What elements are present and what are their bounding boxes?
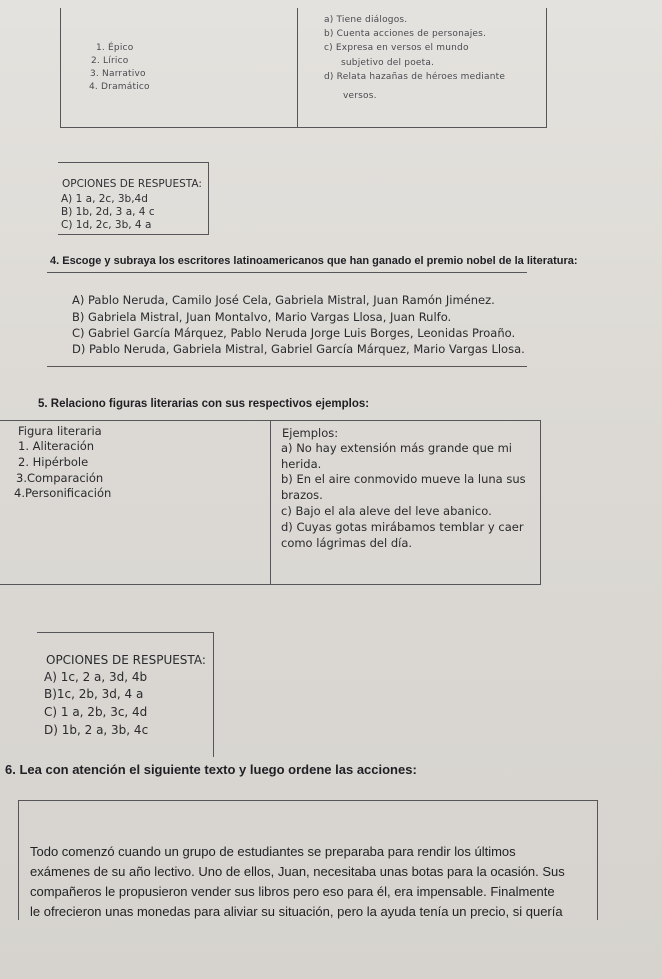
answer-option: C) 1d, 2c, 3b, 4 a (61, 219, 152, 231)
reading-box (18, 800, 598, 920)
genres-table (60, 8, 547, 128)
options-heading: OPCIONES DE RESPUESTA: (46, 653, 206, 667)
answer-option: C) 1 a, 2b, 3c, 4d (44, 705, 148, 719)
example-item: herida. (281, 457, 322, 471)
question-4: 4. Escoge y subraya los escritores latinoamericanos que han ganado el premio nobel de la literatura: (50, 255, 578, 267)
figures-header: Figura literaria (18, 424, 102, 438)
figures-table-divider (270, 420, 271, 585)
nobel-option-b: B) Gabriela Mistral, Juan Montalvo, Mario Vargas Llosa, Juan Rulfo. (72, 310, 452, 324)
genres-table-divider (297, 8, 298, 128)
genre-description: d) Relata hazañas de héroes mediante (324, 72, 506, 82)
reading-line: compañeros le propusieron vender sus libros pero eso para él, era impensable. Finalmente (30, 884, 555, 899)
nobel-option-d: D) Pablo Neruda, Gabriela Mistral, Gabriel García Márquez, Mario Vargas Llosa. (72, 342, 525, 356)
example-item: b) En el aire conmovido mueve la luna sus (281, 472, 526, 486)
example-item: brazos. (281, 488, 323, 502)
genre-item: 3. Narrativo (90, 69, 146, 79)
genre-description: a) Tiene diálogos. (324, 15, 408, 25)
figure-item: 1. Aliteración (18, 439, 95, 453)
answer-option: B) 1b, 2d, 3 a, 4 c (61, 206, 155, 218)
example-item: como lágrimas del día. (281, 536, 413, 550)
answer-option: A) 1 a, 2c, 3b,4d (61, 193, 148, 205)
genre-description: c) Expresa en versos el mundo (324, 43, 469, 53)
examples-header: Ejemplos: (282, 426, 339, 440)
example-item: a) No hay extensión más grande que mi (281, 441, 513, 455)
genre-item: 2. Lírico (91, 56, 129, 66)
reading-line: le ofrecieron unas monedas para aliviar su situación, pero la ayuda tenía un precio, si quería (30, 904, 563, 919)
reading-line: exámenes de su año lectivo. Uno de ellos, Juan, necesitaba unas botas para la ocasión. Sus (30, 864, 565, 879)
genre-item: 4. Dramático (89, 82, 150, 92)
options-heading: OPCIONES DE RESPUESTA: (62, 178, 202, 190)
genre-item: 1. Épico (96, 43, 134, 53)
figure-item: 2. Hipérbole (18, 455, 89, 469)
nobel-option-c: C) Gabriel García Márquez, Pablo Neruda Jorge Luis Borges, Leonidas Proaño. (72, 326, 516, 340)
reading-line: Todo comenzó cuando un grupo de estudiantes se preparaba para rendir los últimos (30, 844, 516, 859)
example-item: d) Cuyas gotas mirábamos temblar y caer (281, 520, 524, 534)
answer-option: D) 1b, 2 a, 3b, 4c (44, 723, 149, 737)
genre-description: subjetivo del poeta. (341, 58, 435, 68)
answer-option: A) 1c, 2 a, 3d, 4b (44, 670, 148, 684)
figure-item: 4.Personificación (14, 486, 112, 500)
genre-description: b) Cuenta acciones de personajes. (324, 29, 487, 39)
nobel-option-a: A) Pablo Neruda, Camilo José Cela, Gabriela Mistral, Juan Ramón Jiménez. (72, 293, 495, 307)
example-item: c) Bajo el ala aleve del leve abanico. (281, 504, 492, 518)
answer-option: B)1c, 2b, 3d, 4 a (44, 687, 144, 701)
genre-description: versos. (343, 91, 377, 101)
question-5: 5. Relaciono figuras literarias con sus respectivos ejemplos: (38, 398, 370, 410)
question-6: 6. Lea con atención el siguiente texto y luego ordene las acciones: (5, 762, 417, 777)
figure-item: 3.Comparación (16, 471, 104, 485)
